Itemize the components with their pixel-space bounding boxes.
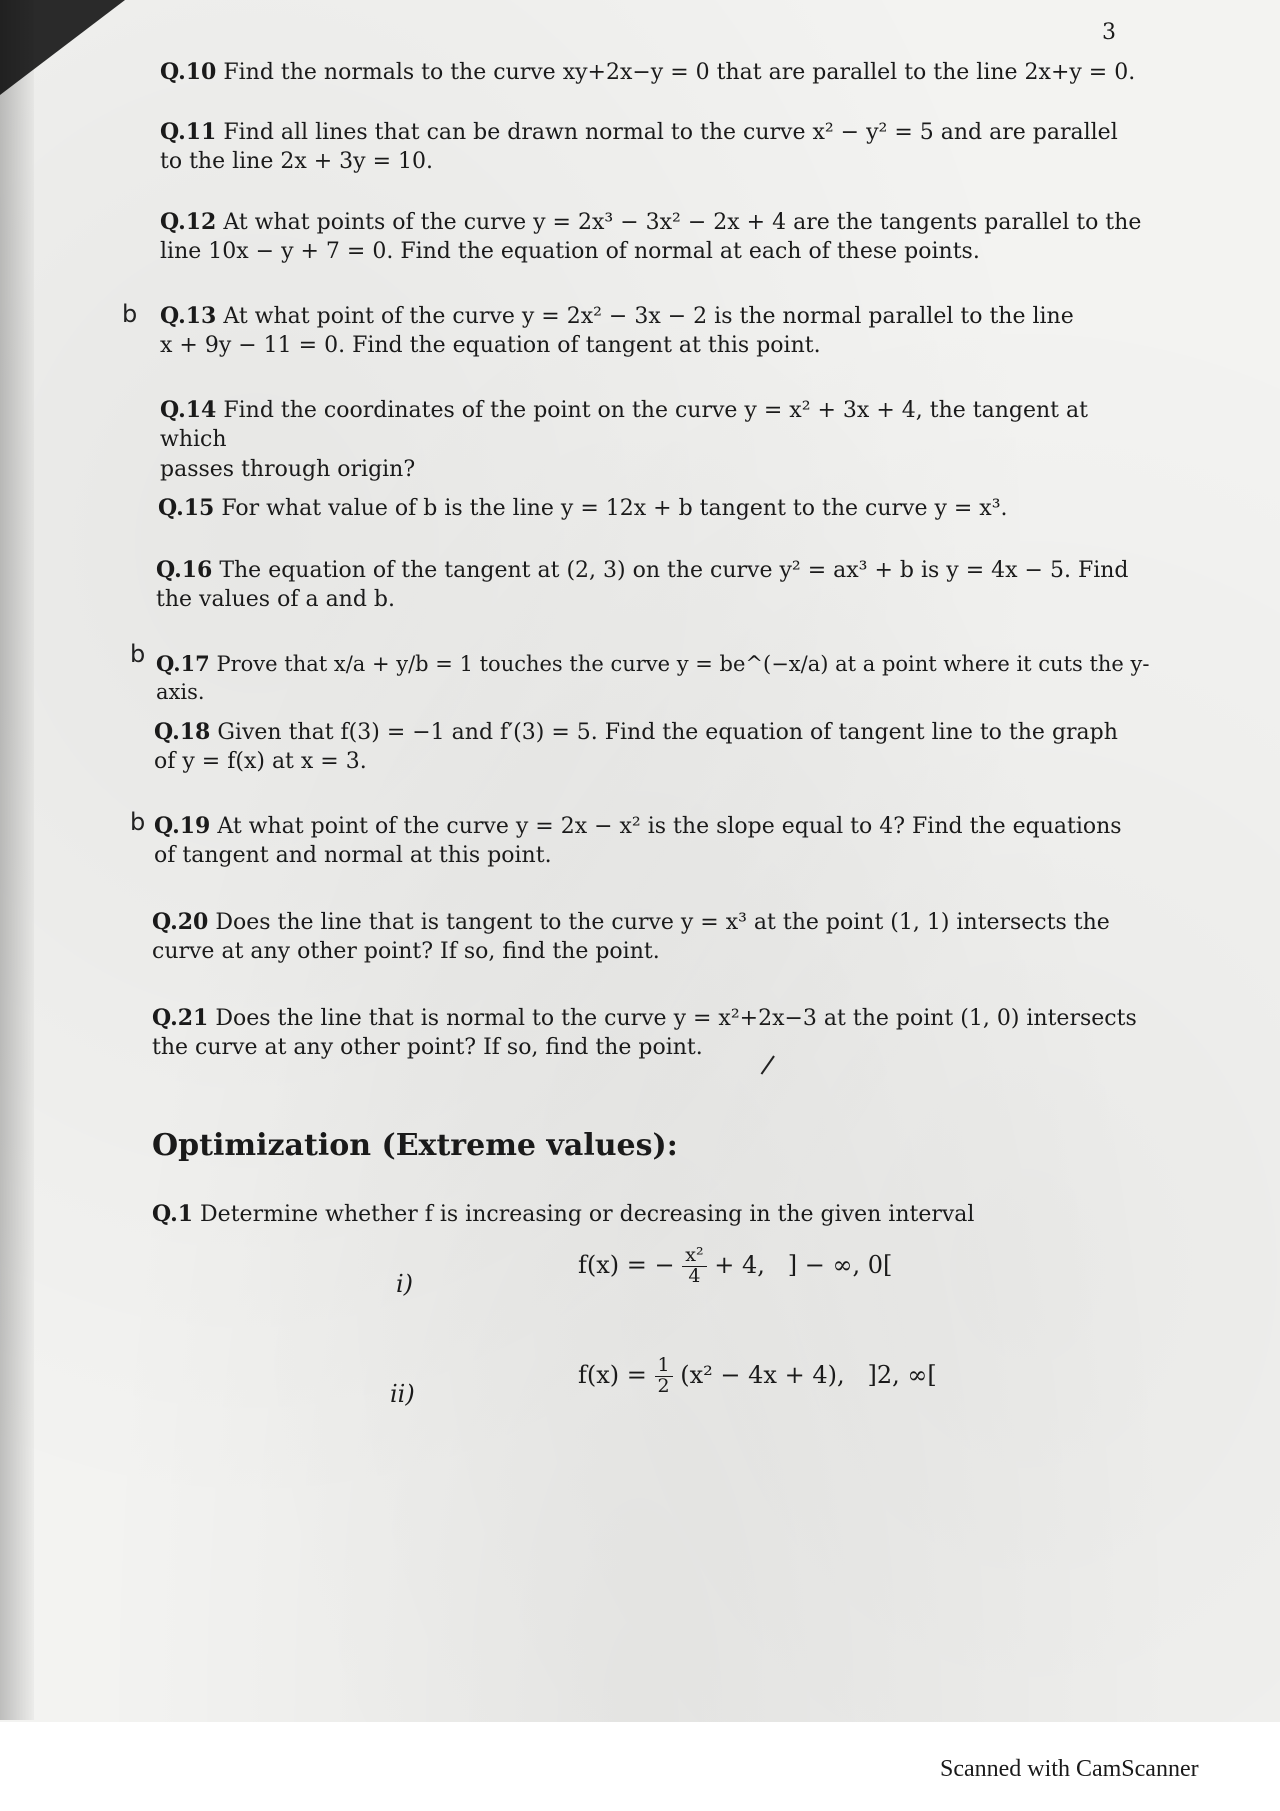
fraction xyxy=(682,1246,706,1287)
fraction-denominator: 2 xyxy=(657,1374,670,1397)
question-label: Q.11 xyxy=(160,119,217,145)
fraction-numerator: 1 xyxy=(655,1356,673,1377)
question-item xyxy=(152,1004,1182,1063)
question-text: Given that f(3) = −1 and f′(3) = 5. Find the equation of tangent line to the graph xyxy=(217,720,1118,745)
question-label: Q.20 xyxy=(152,909,209,935)
question-text: At what point of the curve y = 2x² − 3x − 2 is the normal parallel to the line xyxy=(223,304,1074,329)
formula-lhs: f(x) = xyxy=(578,1360,647,1389)
question-text: Find all lines that can be drawn normal to the curve x² − y² = 5 and are parallel xyxy=(223,120,1118,145)
question-text: The equation of the tangent at (2, 3) on the curve y² = ax³ + b is y = 4x − 5. Find xyxy=(219,558,1129,583)
question-text-line2: curve at any other point? If so, find the point. xyxy=(152,939,660,965)
formula xyxy=(578,1356,937,1397)
question-label: Q.12 xyxy=(160,209,217,235)
fraction-denominator: 4 xyxy=(688,1264,701,1287)
question-item xyxy=(156,650,1176,707)
formula-lhs: f(x) = − xyxy=(578,1250,675,1279)
question-item xyxy=(160,208,1160,267)
question-text-line2: passes through origin? xyxy=(160,456,416,482)
margin-mark: b xyxy=(130,808,146,836)
question-label: Q.19 xyxy=(154,813,211,839)
question-item xyxy=(154,812,1174,871)
question-label: Q.16 xyxy=(156,557,213,583)
question-label: Q.13 xyxy=(160,303,217,329)
question-item xyxy=(160,118,1160,177)
question-text: Determine whether f is increasing or decreasing in the given interval xyxy=(200,1202,975,1227)
question-text-line2: the values of a and b. xyxy=(156,587,396,613)
question-item xyxy=(160,58,1160,87)
scanner-watermark: Scanned with CamScanner xyxy=(940,1756,1199,1782)
question-item xyxy=(158,494,1158,523)
formula xyxy=(578,1246,892,1287)
question-text-line2: of tangent and normal at this point. xyxy=(154,843,552,869)
question-label: Q.1 xyxy=(152,1201,194,1227)
question-text: At what point of the curve y = 2x − x² is the slope equal to 4? Find the equations xyxy=(217,814,1122,839)
formula-rhs: + 4, xyxy=(714,1250,765,1279)
question-label: Q.17 xyxy=(156,651,210,676)
question-text: Find the coordinates of the point on the curve y = x² + 3x + 4, the tangent at which xyxy=(160,398,1088,453)
question-text: Does the line that is normal to the curve y = x²+2x−3 at the point (1, 0) intersects xyxy=(215,1006,1137,1031)
question-item xyxy=(156,556,1156,615)
margin-mark: b xyxy=(122,300,138,328)
case-label: i) xyxy=(396,1270,414,1298)
formula-interval: ] − ∞, 0[ xyxy=(787,1250,893,1279)
formula-rhs: (x² − 4x + 4), xyxy=(680,1360,845,1389)
page-edge-shadow xyxy=(0,0,34,1720)
section-heading: Optimization (Extreme values): xyxy=(152,1128,678,1163)
question-text-line2: to the line 2x + 3y = 10. xyxy=(160,149,434,175)
question-label: Q.10 xyxy=(160,59,217,85)
fraction xyxy=(655,1356,673,1397)
question-label: Q.15 xyxy=(158,495,215,521)
question-text: For what value of b is the line y = 12x + b tangent to the curve y = x³. xyxy=(221,496,1008,521)
question-text-line2: of y = f(x) at x = 3. xyxy=(154,749,367,775)
section-question xyxy=(152,1200,1152,1229)
question-label: Q.21 xyxy=(152,1005,209,1031)
question-item xyxy=(160,396,1160,484)
fraction-numerator: x² xyxy=(682,1246,706,1267)
question-text: Prove that x/a + y/b = 1 touches the curve y = be^(−x/a) at a point where it cuts the y-axis. xyxy=(156,652,1150,704)
question-label: Q.18 xyxy=(154,719,211,745)
question-text-line2: x + 9y − 11 = 0. Find the equation of tangent at this point. xyxy=(160,333,821,359)
formula-interval: ]2, ∞[ xyxy=(867,1360,937,1389)
question-text-line2: line 10x − y + 7 = 0. Find the equation of normal at each of these points. xyxy=(160,239,980,265)
question-item xyxy=(154,718,1174,777)
question-text: Does the line that is tangent to the curve y = x³ at the point (1, 1) intersects the xyxy=(215,910,1110,935)
page-number: 3 xyxy=(1102,20,1116,45)
question-item xyxy=(160,302,1160,361)
question-item xyxy=(152,908,1182,967)
case-label: ii) xyxy=(390,1380,415,1408)
question-text-line2: the curve at any other point? If so, find the point. xyxy=(152,1035,703,1061)
question-label: Q.14 xyxy=(160,397,217,423)
margin-mark: b xyxy=(130,640,146,668)
question-text: Find the normals to the curve xy+2x−y = 0 that are parallel to the line 2x+y = 0. xyxy=(223,60,1136,85)
question-text: At what points of the curve y = 2x³ − 3x² − 2x + 4 are the tangents parallel to the xyxy=(223,210,1142,235)
